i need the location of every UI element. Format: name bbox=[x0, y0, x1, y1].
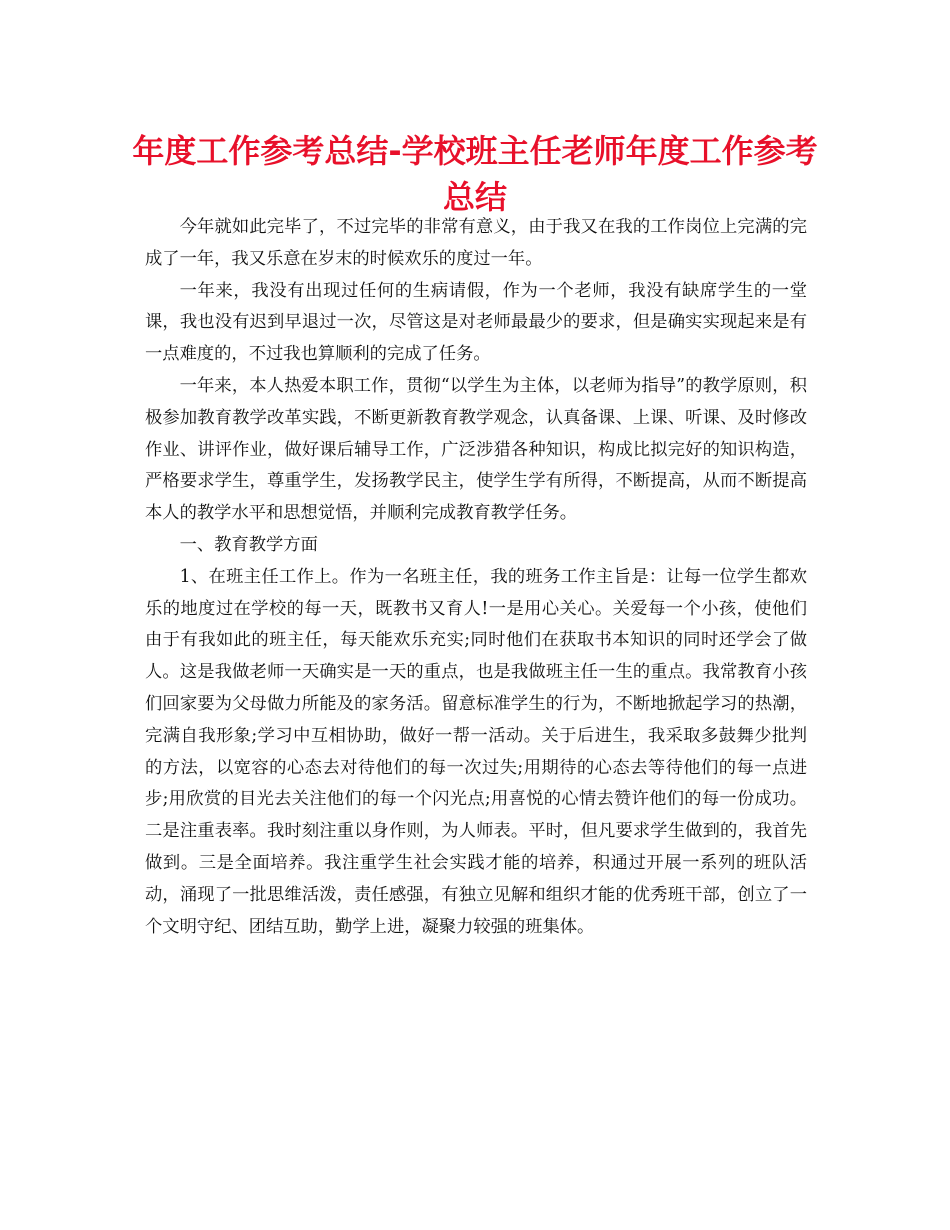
paragraph-class-teacher-work: 1、在班主任工作上。作为一名班主任，我的班务工作主旨是：让每一位学生都欢乐的地度过在学校的每一天，既教书又育人!一是用心关心。关爱每一个小孩，使他们由于有我如此的班主任，每天能欢乐充实;同时他们在获取书本知识的同时还学会了做人。这是我做老师一天确实是一天的重点，也是我做班主任一生的重点。我常教育小孩们回家要为父母做力所能及的家务活。留意标准学生的行为，不断地掀起学习的热潮，完满自我形象;学习中互相协助，做好一帮一活动。关于后进生，我采取多鼓舞少批判的方法，以宽容的心态去对待他们的每一次过失;用期待的心态去等待他们的每一点进步;用欣赏的目光去关注他们的每一个闪光点;用喜悦的心情去赞许他们的每一份成功。二是注重表率。我时刻注重以身作则，为人师表。平时，但凡要求学生做到的，我首先做到。三是全面培养。我注重学生社会实践才能的培养，积通过开展一系列的班队活动，涌现了一批思维活泼，责任感强，有独立见解和组织才能的优秀班干部，创立了一个文明守纪、团结互助，勤学上进，凝聚力较强的班集体。 bbox=[145, 566, 807, 937]
paragraph-teaching-work: 一年来，本人热爱本职工作，贯彻“以学生为主体，以老师为指导”的教学原则，积极参加教育教学改革实践，不断更新教育教学观念，认真备课、上课、听课、及时修改作业、讲评作业，做好课后辅导工作，广泛涉猎各种知识，构成比拟完好的知识构造，严格要求学生，尊重学生，发扬教学民主，使学生学有所得，不断提高，从而不断提高本人的教学水平和思想觉悟，并顺利完成教育教学任务。 bbox=[145, 375, 807, 524]
document-title: 年度工作参考总结-学校班主任老师年度工作参考总结 bbox=[132, 132, 818, 216]
paragraph-intro: 今年就如此完毕了，不过完毕的非常有意义，由于我又在我的工作岗位上完满的完成了一年，我又乐意在岁末的时候欢乐的度过一年。 bbox=[145, 217, 807, 269]
paragraph-attendance: 一年来，我没有出现过任何的生病请假，作为一个老师，我没有缺席学生的一堂课，我也没有迟到早退过一次，尽管这是对老师最最少的要求，但是确实实现起来是有一点难度的，不过我也算顺利的完成了任务。 bbox=[145, 280, 807, 365]
document-body bbox=[145, 212, 807, 943]
section-heading-education: 一、教育教学方面 bbox=[179, 534, 318, 555]
